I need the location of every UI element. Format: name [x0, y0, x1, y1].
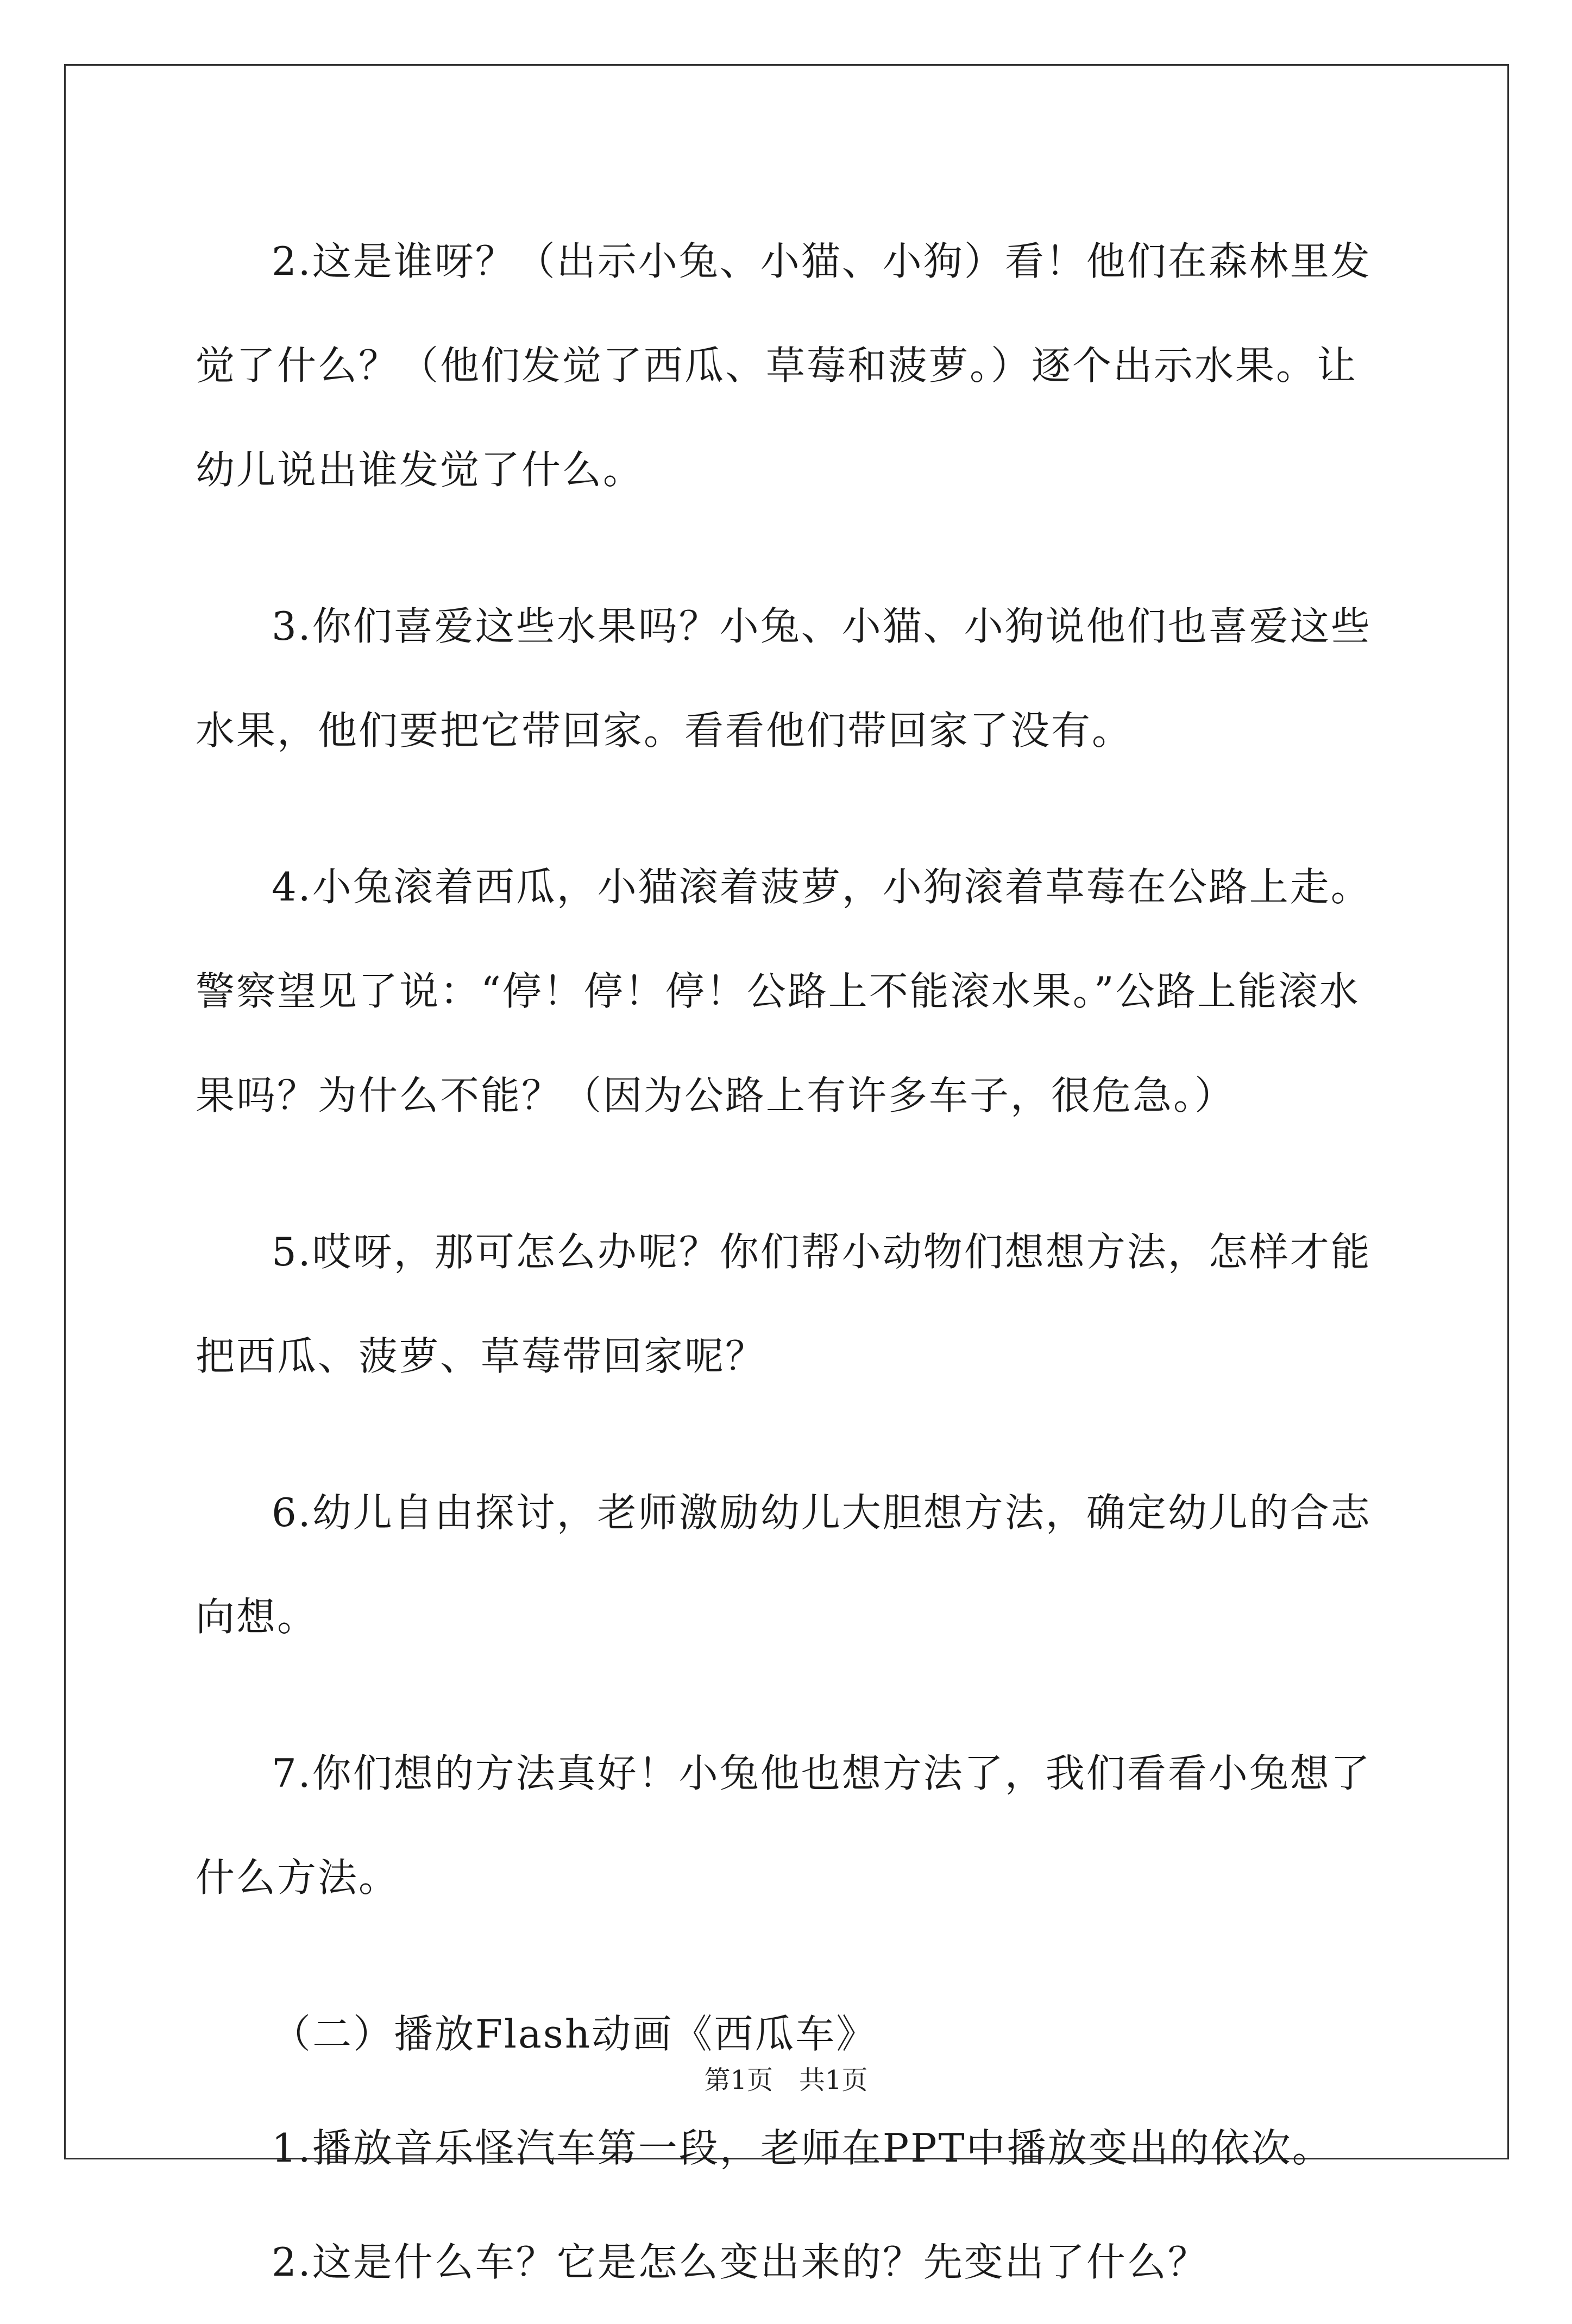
paragraph-6: 6.幼儿自由探讨，老师激励幼儿大胆想方法，确定幼儿的合志向想。: [196, 1490, 1372, 1640]
paragraph-3: 3.你们喜爱这些水果吗？小兔、小猫、小狗说他们也喜爱这些水果，他们要把它带回家。看看他们带回家了没有。: [196, 603, 1372, 753]
paragraph-section2-1: 1.播放音乐怪汽车第一段，老师在PPT中播放变出的依次。: [272, 2125, 1333, 2171]
page-number-footer: 第1页 共1页: [704, 2065, 868, 2095]
paragraph-7: 7.你们想的方法真好！小兔他也想方法了，我们看看小兔想了什么方法。: [196, 1750, 1372, 1900]
paragraph-5: 5.哎呀，那可怎么办呢？你们帮小动物们想想方法，怎样才能把西瓜、菠萝、草莓带回家呢？: [196, 1229, 1372, 1379]
section-heading-2: （二）播放Flash动画《西瓜车》: [272, 2011, 877, 2057]
paragraph-4: 4.小兔滚着西瓜，小猫滚着菠萝，小狗滚着草莓在公路上走。警察望见了说：“停！停！停！公路上不能滚水果。”公路上能滚水果吗？为什么不能？（因为公路上有许多车子，很危急。）: [196, 864, 1372, 1118]
document-body: [196, 209, 1391, 2324]
paragraph-section2-2: 2.这是什么车？它是怎么变出来的？先变出了什么？: [272, 2239, 1209, 2285]
paragraph-2: 2.这是谁呀？（出示小兔、小猫、小狗）看！他们在森林里发觉了什么？（他们发觉了西瓜、草莓和菠萝。）逐个出示水果。让幼儿说出谁发觉了什么。: [196, 238, 1372, 493]
